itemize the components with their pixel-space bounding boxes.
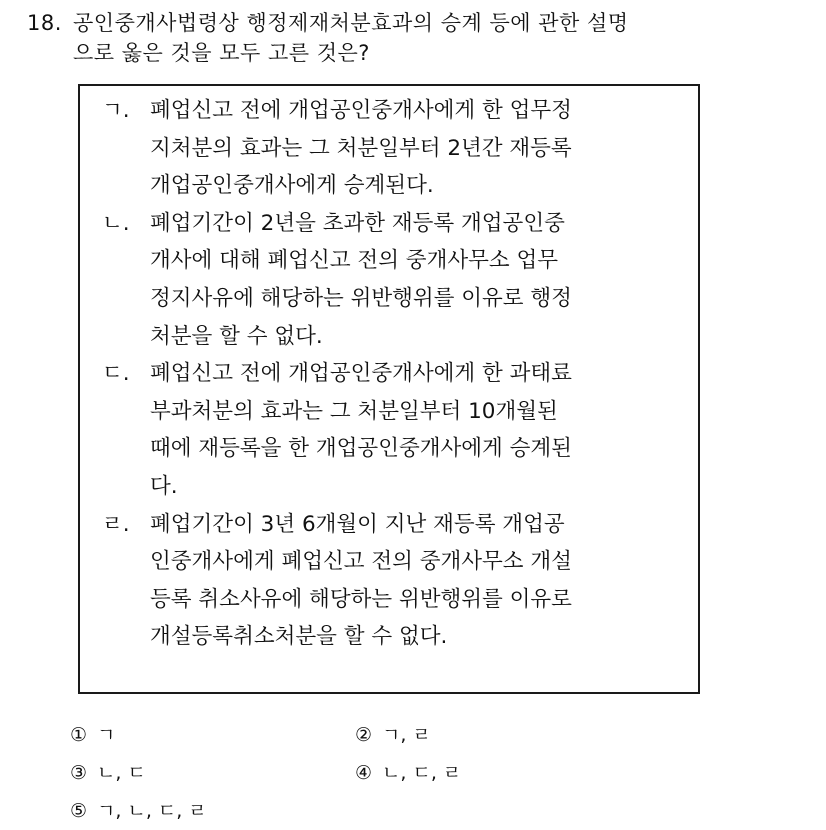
answer-option-4[interactable] — [355, 754, 640, 792]
statement-line: 개업공인중개사에게 승계된다. — [150, 173, 434, 199]
option-number: ② — [355, 724, 373, 746]
option-number: ⑤ — [70, 800, 88, 822]
option-text: ㄱ — [97, 724, 116, 746]
statement-line: 개설등록취소처분을 할 수 없다. — [150, 624, 448, 650]
answer-option-5[interactable] — [70, 792, 355, 830]
statement-line: 폐업기간이 3년 6개월이 지난 재등록 개업공 — [150, 511, 565, 537]
option-text: ㄴ, ㄷ — [97, 762, 146, 784]
statement-line: 폐업신고 전에 개업공인중개사에게 한 업무정 — [150, 98, 572, 123]
statement-line: 정지사유에 해당하는 위반행위를 이유로 행정 — [150, 285, 572, 311]
statement-item — [102, 205, 688, 355]
question-number: 18. — [27, 11, 62, 35]
statement-line: 개사에 대해 폐업신고 전의 중개사무소 업무 — [150, 248, 559, 274]
statement-line: 부과처분의 효과는 그 처분일부터 10개월된 — [150, 398, 558, 424]
statement-line: 처분을 할 수 없다. — [150, 323, 323, 349]
statement-marker: ㄴ. — [102, 210, 130, 236]
statement-line: 폐업기간이 2년을 초과한 재등록 개업공인중 — [150, 210, 565, 236]
statement-item — [102, 92, 688, 205]
question-stem — [73, 8, 807, 68]
statement-marker: ㄹ. — [102, 511, 130, 537]
option-number: ① — [70, 724, 88, 746]
statement-line: 등록 취소사유에 해당하는 위반행위를 이유로 — [150, 586, 572, 612]
answer-option-2[interactable] — [355, 716, 640, 754]
option-number: ④ — [355, 762, 373, 784]
answer-option-3[interactable] — [70, 754, 355, 792]
question — [27, 8, 807, 68]
statement-line: 폐업신고 전에 개업공인중개사에게 한 과태료 — [150, 361, 572, 387]
option-text: ㄱ, ㄹ — [382, 724, 431, 746]
answer-option-1[interactable] — [70, 716, 355, 754]
statement-line: 때에 재등록을 한 개업공인중개사에게 승계된 — [150, 436, 572, 462]
statement-marker: ㄱ. — [102, 98, 130, 123]
statement-line: 인중개사에게 폐업신고 전의 중개사무소 개설 — [150, 549, 572, 575]
statement-item — [102, 355, 688, 505]
statements-box — [78, 84, 700, 694]
option-text: ㄴ, ㄷ, ㄹ — [382, 762, 462, 784]
statement-item — [102, 506, 688, 656]
statement-line: 지처분의 효과는 그 처분일부터 2년간 재등록 — [150, 135, 572, 161]
statement-line: 다. — [150, 473, 178, 499]
question-stem-line: 공인중개사법령상 행정제재처분효과의 승계 등에 관한 설명 — [73, 11, 629, 35]
question-stem-line: 으로 옳은 것을 모두 고른 것은? — [73, 41, 370, 65]
option-number: ③ — [70, 762, 88, 784]
statement-marker: ㄷ. — [102, 361, 130, 387]
answer-options — [70, 716, 770, 830]
option-text: ㄱ, ㄴ, ㄷ, ㄹ — [97, 800, 207, 822]
